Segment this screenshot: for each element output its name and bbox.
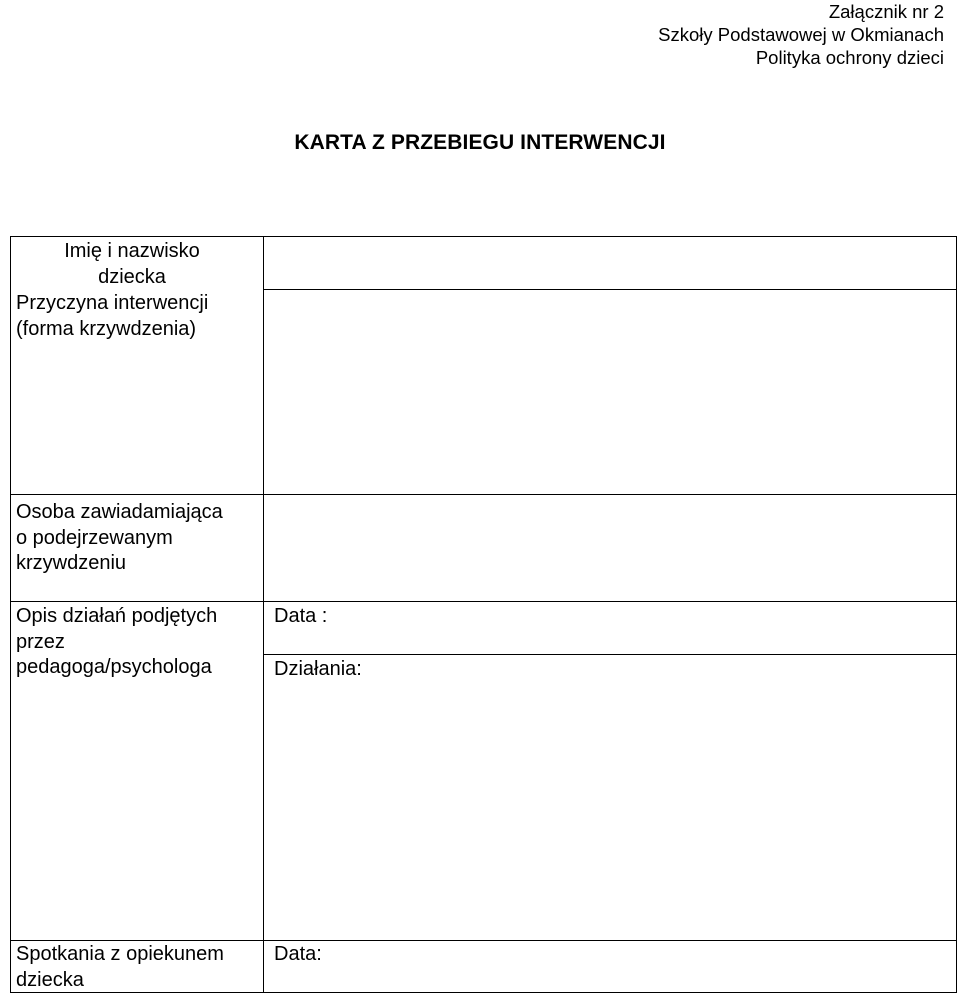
row-divider-5 [10,940,957,941]
actions-description-label: Opis działań podjętych przez pedagoga/psychologa [16,605,218,678]
row-divider-4 [263,654,957,655]
page-title: KARTA Z PRZEBIEGU INTERWENCJI [294,131,666,154]
intervention-reason-label: Przyczyna interwencji (forma krzywdzenia) [16,292,209,340]
notifying-person-label: Osoba zawiadamiająca o podejrzewanym krzywdzeniu [16,501,223,574]
document-header [658,0,944,69]
table-border-top [10,236,957,237]
row-divider-3 [10,601,957,602]
table-border-left [10,236,11,993]
column-divider [263,236,264,993]
child-name-label: Imię i nazwisko dziecka [64,240,200,288]
guardian-meetings-label: Spotkania z opiekunem dziecka [16,943,224,991]
school-name: Szkoły Podstawowej w Okmianach [658,24,944,45]
actions-list-label: Działania: [274,658,362,680]
table-border-right [956,236,957,993]
attachment-number: Załącznik nr 2 [828,1,944,22]
row-divider-1 [263,289,957,290]
meetings-date-label: Data: [274,943,322,965]
policy-name: Polityka ochrony dzieci [755,47,944,68]
row-divider-2 [10,494,957,495]
actions-date-label: Data : [274,605,328,627]
